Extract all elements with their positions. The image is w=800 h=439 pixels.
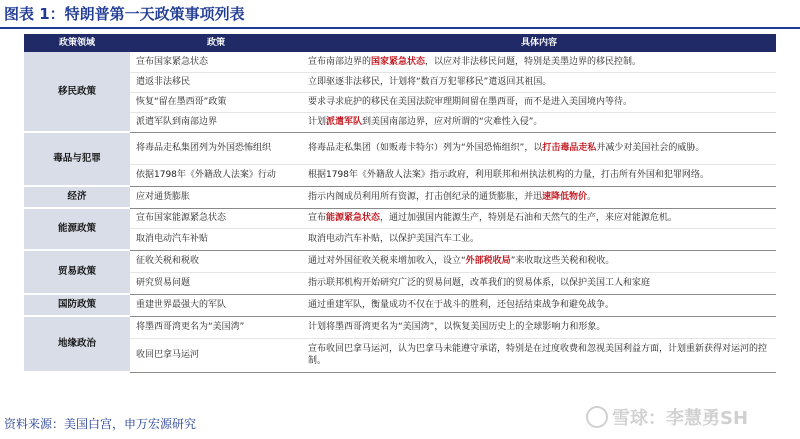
source-note: 资料来源：美国白宫，申万宏源研究	[4, 417, 197, 431]
watermark	[586, 402, 796, 432]
table-row	[24, 316, 776, 338]
content-text: 到美国南部边界，应对所谓的“灾难性入侵”。	[362, 117, 543, 127]
policy-cell: 依据1798年《外籍敌人法案》行动	[130, 164, 302, 186]
content-cell	[302, 208, 776, 228]
content-text: 宣布	[308, 213, 327, 223]
content-text: 通过重建军队，衡量成功不仅在于战斗的胜利，还包括结束战争和避免战争。	[308, 300, 615, 310]
content-cell	[302, 250, 776, 272]
table-row	[24, 338, 776, 372]
highlighted-text: 打击毒品走私	[542, 143, 597, 153]
content-text: 根据1798年《外籍敌人法案》指示政府，利用联邦和州执法机构的力量，打击所有外国和犯罪网络。	[308, 170, 709, 180]
content-cell	[302, 72, 776, 92]
highlighted-text: 派遣军队	[326, 117, 363, 127]
policy-cell: 遣返非法移民	[130, 72, 302, 92]
table-row	[24, 208, 776, 228]
policy-cell: 恢复“留在墨西哥”政策	[130, 92, 302, 112]
content-text: 取消电动汽车补贴，以保护美国汽车工业。	[308, 234, 480, 244]
highlighted-text: 能源紧急状态	[326, 213, 381, 223]
policy-cell: 将墨西哥湾更名为“美国湾”	[130, 316, 302, 338]
domain-cell: 贸易政策	[24, 250, 130, 294]
header-content: 具体内容	[302, 34, 776, 52]
content-text: 指示内阁成员利用所有资源，打击创纪录的通货膨胀，并迅	[308, 192, 543, 202]
table-row	[24, 164, 776, 186]
content-text: 通过对外国征收关税来增加收入，设立“	[308, 256, 466, 266]
table-row	[24, 72, 776, 92]
title-divider	[0, 27, 800, 29]
content-text: ”来收取这些关税和税收。	[510, 256, 615, 266]
content-text: 。	[587, 192, 597, 202]
table-header-row	[24, 34, 776, 52]
content-cell	[302, 132, 776, 164]
content-text: 宣布收回巴拿马运河，认为巴拿马未能遵守承诺，特别是在过度收费和忽视美国利益方面，计划重新获得对运河的控制。	[308, 344, 768, 366]
policy-cell: 收回巴拿马运河	[130, 338, 302, 372]
content-text: 要求寻求庇护的移民在美国法院审理期间留在墨西哥，而不是进入美国境内等待。	[308, 97, 633, 107]
content-cell	[302, 164, 776, 186]
content-cell	[302, 92, 776, 112]
content-cell	[302, 228, 776, 250]
policy-table	[24, 34, 776, 373]
domain-cell: 经济	[24, 186, 130, 208]
domain-cell: 移民政策	[24, 52, 130, 132]
policy-cell: 派遣军队到南部边界	[130, 112, 302, 132]
highlighted-text: 国家紧急状态	[371, 56, 426, 67]
table-row	[24, 294, 776, 316]
table-row	[24, 52, 776, 72]
policy-cell: 宣布国家能源紧急状态	[130, 208, 302, 228]
content-text: 指示联邦机构开始研究广泛的贸易问题，改革我们的贸易体系，以保护美国工人和家庭	[308, 278, 651, 288]
document-title: 图表 1：特朗普第一天政策事项列表	[4, 5, 245, 23]
content-text: 并减少对美国社会的威胁。	[596, 143, 705, 153]
policy-cell: 研究贸易问题	[130, 272, 302, 294]
domain-cell: 能源政策	[24, 208, 130, 250]
content-text: 计划	[308, 117, 327, 127]
table-row	[24, 112, 776, 132]
policy-cell: 将毒品走私集团列为外国恐怖组织	[130, 132, 302, 164]
content-cell	[302, 272, 776, 294]
header-domain: 政策领域	[24, 34, 130, 52]
domain-cell: 地缘政治	[24, 316, 130, 372]
content-cell	[302, 52, 776, 72]
table-row	[24, 186, 776, 208]
table-body	[24, 52, 776, 372]
policy-cell: 重建世界最强大的军队	[130, 294, 302, 316]
content-cell	[302, 294, 776, 316]
policy-cell: 应对通货膨胀	[130, 186, 302, 208]
table-row	[24, 250, 776, 272]
domain-cell: 国防政策	[24, 294, 130, 316]
content-text: ，通过加强国内能源生产，特别是石油和天然气的生产，来应对能源危机。	[380, 213, 678, 223]
header-policy: 政策	[130, 34, 302, 52]
content-text: 宣布南部边界的	[308, 56, 372, 67]
table-row	[24, 228, 776, 250]
policy-cell: 取消电动汽车补贴	[130, 228, 302, 250]
content-cell	[302, 338, 776, 372]
table-row	[24, 272, 776, 294]
content-text: 计划将墨西哥湾更名为“美国湾”，以恢复美国历史上的全球影响力和形象。	[308, 322, 606, 332]
policy-cell: 宣布国家紧急状态	[130, 52, 302, 72]
content-cell	[302, 112, 776, 132]
content-cell	[302, 316, 776, 338]
content-cell	[302, 186, 776, 208]
highlighted-text: 外部税收局	[465, 256, 511, 266]
table-row	[24, 92, 776, 112]
domain-cell: 毒品与犯罪	[24, 132, 130, 186]
highlighted-text: 速降低物价	[542, 192, 588, 202]
watermark-text: 雪球：李慧勇SH	[612, 408, 749, 429]
snowball-logo-icon	[586, 406, 608, 428]
content-text: ，以应对非法移民问题，特别是美墨边界的移民控制。	[425, 56, 642, 67]
policy-cell: 征收关税和税收	[130, 250, 302, 272]
content-text: 立即驱逐非法移民，计划将“数百万犯罪移民”遣返回其祖国。	[308, 77, 552, 87]
content-text: 将毒品走私集团（如贩毒卡特尔）列为“外国恐怖组织”，以	[308, 143, 543, 153]
table-row	[24, 132, 776, 164]
